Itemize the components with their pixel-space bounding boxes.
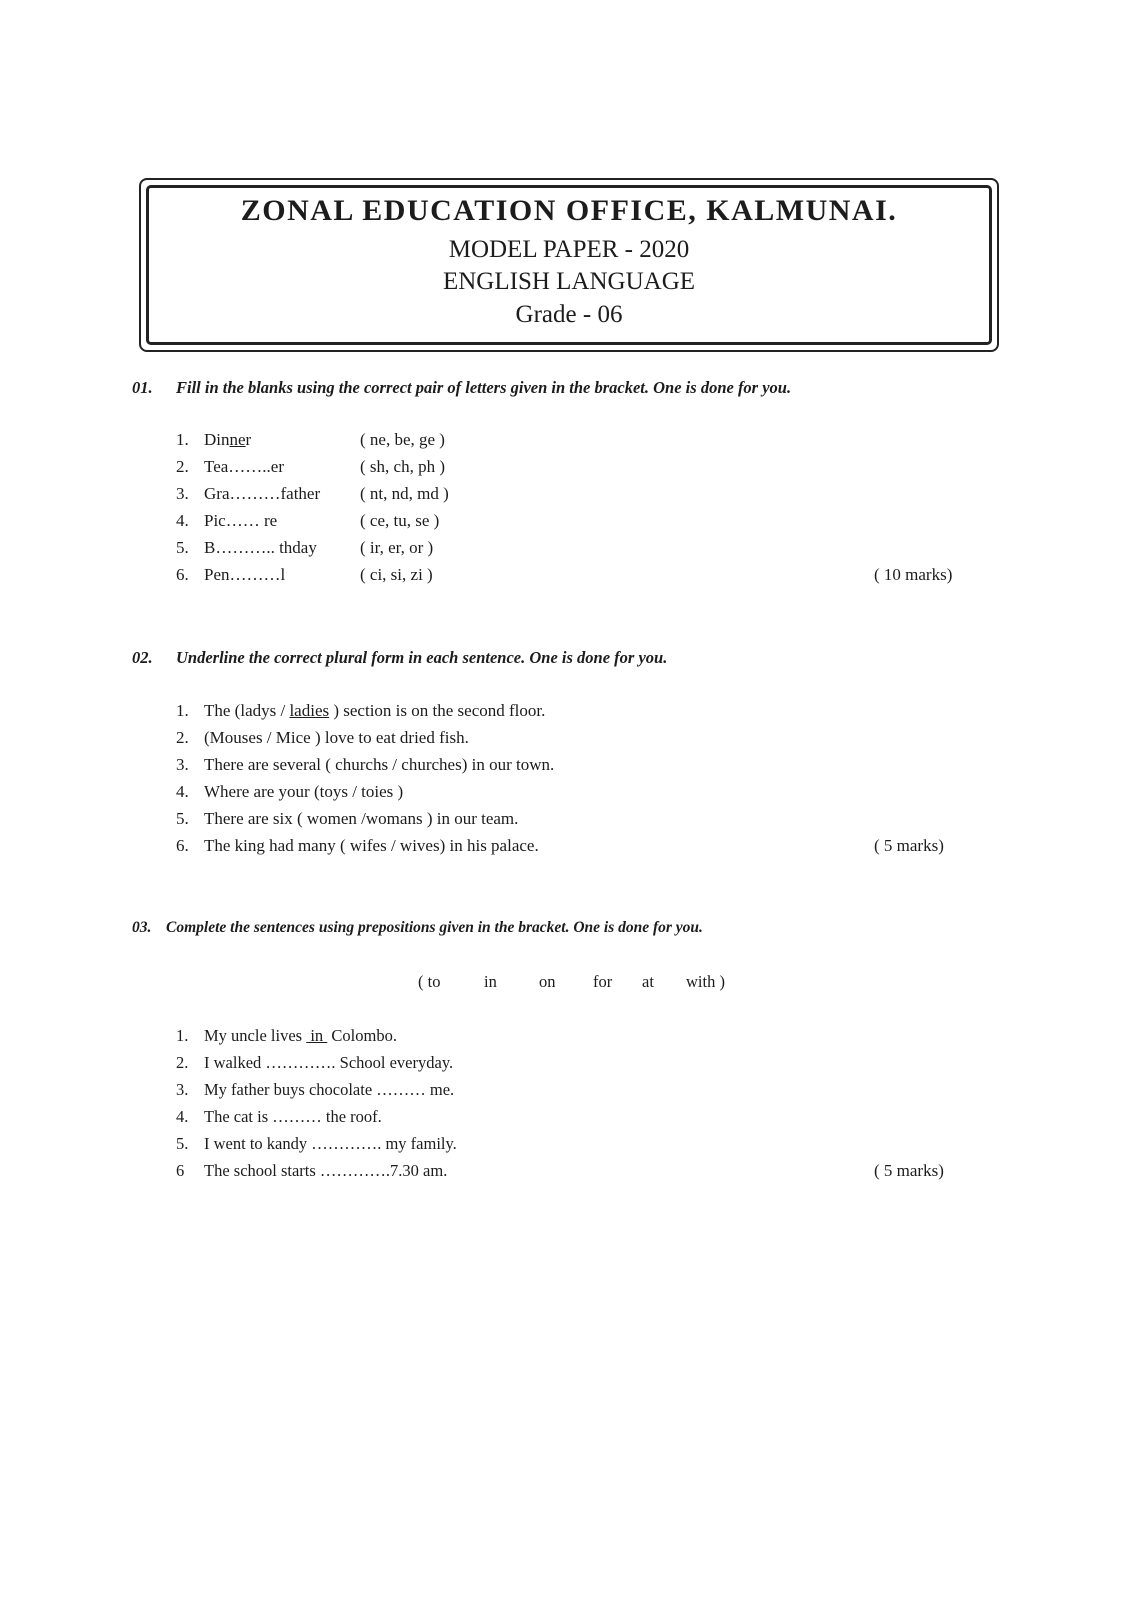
item-number: 5. — [176, 1134, 189, 1153]
q1-item — [176, 457, 284, 477]
preposition-list — [418, 972, 725, 992]
q3-marks: ( 5 marks) — [874, 1161, 944, 1180]
q1-instruction: Fill in the blanks using the correct pair of letters given in the bracket. One is done for you. — [176, 378, 792, 397]
q2-item — [176, 782, 403, 802]
item-text-pre: Din — [204, 430, 230, 449]
item-number: 5. — [176, 809, 189, 828]
q2-item — [176, 755, 554, 775]
q2-instruction: Underline the correct plural form in each sentence. One is done for you. — [176, 648, 668, 667]
q3-item — [176, 1080, 454, 1100]
q1-item — [176, 511, 277, 531]
q1-item-options: ( ce, tu, se ) — [360, 511, 440, 530]
q3-item — [176, 1026, 397, 1046]
item-text: I walked …………. School everyday. — [204, 1053, 454, 1072]
preposition-word: for — [593, 972, 613, 991]
item-text: I went to kandy …………. my family. — [204, 1134, 457, 1153]
paper-title: MODEL PAPER - 2020 — [448, 236, 690, 263]
item-text: Pic…… re — [204, 511, 278, 530]
q1-item-options: ( sh, ch, ph ) — [360, 457, 445, 476]
q2-item — [176, 809, 518, 829]
item-text-pre: The (ladys / — [204, 701, 290, 720]
item-number: 2. — [176, 1053, 189, 1072]
q1-item — [176, 430, 251, 450]
item-text: Pen………l — [204, 565, 286, 584]
preposition-word: ( to — [418, 972, 441, 991]
q2-item — [176, 836, 539, 856]
item-number: 6. — [176, 836, 189, 855]
item-number: 6. — [176, 565, 189, 584]
q1-number: 01. — [132, 378, 153, 397]
q3-item — [176, 1053, 453, 1073]
item-example-answer: ladies — [289, 701, 330, 720]
q3-item — [176, 1134, 457, 1154]
q1-item-options: ( ne, be, ge ) — [360, 430, 445, 449]
q1-item — [176, 484, 320, 504]
item-number: 3. — [176, 484, 189, 503]
preposition-word: in — [484, 972, 497, 991]
item-text: The school starts ………….7.30 am. — [204, 1161, 448, 1180]
item-text: The king had many ( wifes / wives) in his palace. — [204, 836, 539, 855]
preposition-word: with ) — [686, 972, 725, 991]
q3-item — [176, 1161, 447, 1181]
preposition-word: at — [642, 972, 654, 991]
item-text-pre: My uncle lives — [204, 1026, 307, 1045]
q1-heading — [132, 378, 791, 398]
q3-heading — [132, 919, 703, 937]
grade-title: Grade - 06 — [515, 301, 623, 328]
item-text: Tea……..er — [204, 457, 284, 476]
item-number: 1. — [176, 430, 189, 449]
item-text: There are six ( women /womans ) in our team. — [204, 809, 519, 828]
item-number: 1. — [176, 1026, 189, 1045]
item-number: 4. — [176, 782, 189, 801]
q1-item — [176, 565, 285, 585]
q1-item — [176, 538, 317, 558]
item-text: My father buys chocolate ……… me. — [204, 1080, 455, 1099]
subject-title: ENGLISH LANGUAGE — [442, 268, 696, 295]
q2-number: 02. — [132, 648, 153, 667]
item-text: Gra………father — [204, 484, 321, 503]
q1-item-options: ( nt, nd, md ) — [360, 484, 449, 503]
item-text: (Mouses / Mice ) love to eat dried fish. — [204, 728, 469, 747]
q3-instruction: Complete the sentences using prepositions given in the bracket. One is done for you. — [166, 919, 703, 936]
item-number: 1. — [176, 701, 189, 720]
item-text: Where are your (toys / toies ) — [204, 782, 404, 801]
item-text-post: Colombo. — [327, 1026, 397, 1045]
office-title: ZONAL EDUCATION OFFICE, KALMUNAI. — [240, 194, 898, 227]
item-text-post: r — [245, 430, 252, 449]
q1-item-options: ( ir, er, or ) — [360, 538, 434, 557]
q1-marks: ( 10 marks) — [874, 565, 953, 584]
item-number: 3. — [176, 755, 189, 774]
item-text-post: ) section is on the second floor. — [329, 701, 546, 720]
item-number: 3. — [176, 1080, 189, 1099]
q1-item-options: ( ci, si, zi ) — [360, 565, 433, 584]
item-text: There are several ( churchs / churches) in our town. — [204, 755, 555, 774]
q2-marks: ( 5 marks) — [874, 836, 944, 855]
item-number: 6 — [176, 1161, 185, 1180]
item-number: 2. — [176, 457, 189, 476]
q3-number: 03. — [132, 919, 152, 936]
preposition-word: on — [539, 972, 556, 991]
item-number: 5. — [176, 538, 189, 557]
q2-heading — [132, 648, 667, 668]
item-number: 4. — [176, 511, 189, 530]
item-number: 2. — [176, 728, 189, 747]
item-text: The cat is ……… the roof. — [204, 1107, 382, 1126]
item-example-answer: ne — [229, 430, 246, 449]
q2-item — [176, 701, 545, 721]
item-number: 4. — [176, 1107, 189, 1126]
q3-item — [176, 1107, 382, 1127]
header-box — [139, 178, 999, 352]
item-text: B……….. thday — [204, 538, 317, 557]
item-example-answer: in — [306, 1026, 328, 1045]
q2-item — [176, 728, 469, 748]
